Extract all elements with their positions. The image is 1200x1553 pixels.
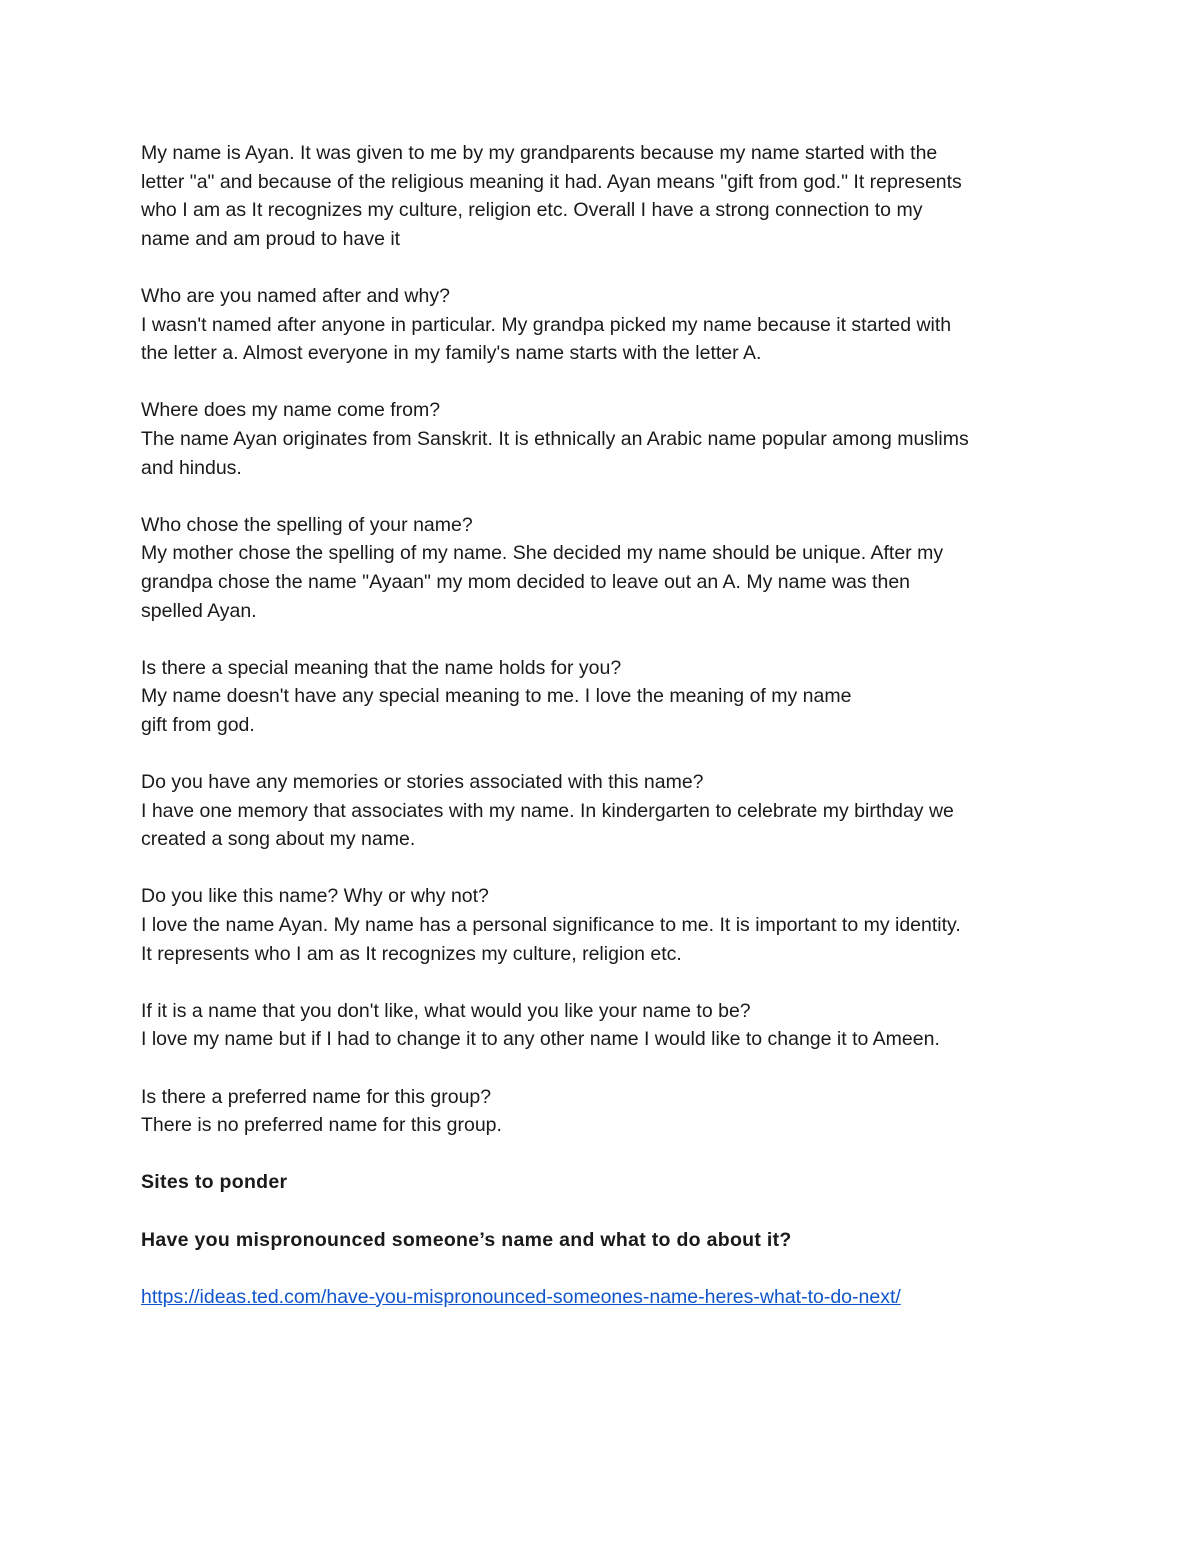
intro-line: who I am as It recognizes my culture, religion etc. Overall I have a strong connection to my xyxy=(141,199,923,222)
answer-line: There is no preferred name for this group. xyxy=(141,1114,502,1137)
qa-block-like-name xyxy=(141,882,1071,968)
answer-line: It represents who I am as It recognizes my culture, religion etc. xyxy=(141,942,682,965)
answer-line: My name doesn't have any special meaning to me. I love the meaning of my name xyxy=(141,685,852,708)
answer-line: I love the name Ayan. My name has a personal significance to me. It is important to my identity. xyxy=(141,914,961,937)
qa-block-alternative-name xyxy=(141,997,1071,1054)
answer-line: gift from god. xyxy=(141,713,255,736)
answer-line: The name Ayan originates from Sanskrit. It is ethnically an Arabic name popular among muslims xyxy=(141,427,969,450)
intro-line: letter "a" and because of the religious meaning it had. Ayan means "gift from god." It represents xyxy=(141,170,962,193)
answer-line: spelled Ayan. xyxy=(141,599,257,622)
answer-line: the letter a. Almost everyone in my family's name starts with the letter A. xyxy=(141,342,762,365)
article-heading: Have you mispronounced someone’s name and what to do about it? xyxy=(141,1228,792,1251)
qa-block-memories xyxy=(141,768,1071,854)
question-text: Who are you named after and why? xyxy=(141,284,450,307)
qa-block-preferred-name xyxy=(141,1083,1071,1140)
answer-line: and hindus. xyxy=(141,456,242,479)
intro-paragraph xyxy=(141,139,1071,253)
question-text: Do you have any memories or stories associated with this name? xyxy=(141,771,704,794)
qa-block-special-meaning xyxy=(141,654,1071,740)
qa-block-origin xyxy=(141,396,1071,482)
question-text: Is there a special meaning that the name holds for you? xyxy=(141,656,622,679)
question-text: Where does my name come from? xyxy=(141,399,441,422)
answer-line: I wasn't named after anyone in particular. My grandpa picked my name because it started with xyxy=(141,313,952,336)
answer-line: created a song about my name. xyxy=(141,828,416,851)
ted-article-link[interactable]: https://ideas.ted.com/have-you-mispronounced-someones-name-heres-what-to-do-next/ xyxy=(141,1285,901,1308)
question-text: Is there a preferred name for this group? xyxy=(141,1085,492,1108)
intro-line: My name is Ayan. It was given to me by my grandparents because my name started with the xyxy=(141,142,938,164)
sites-heading: Sites to ponder xyxy=(141,1171,288,1194)
document-body xyxy=(141,139,1071,1340)
answer-line: My mother chose the spelling of my name. She decided my name should be unique. After my xyxy=(141,542,944,565)
question-text: If it is a name that you don't like, what would you like your name to be? xyxy=(141,999,751,1022)
question-text: Do you like this name? Why or why not? xyxy=(141,885,489,908)
qa-block-spelling xyxy=(141,511,1071,625)
link-paragraph xyxy=(141,1283,1071,1312)
answer-line: I have one memory that associates with my name. In kindergarten to celebrate my birthday we xyxy=(141,799,954,822)
qa-block-named-after xyxy=(141,282,1071,368)
answer-line: I love my name but if I had to change it to any other name I would like to change it to Ameen. xyxy=(141,1028,940,1051)
answer-line: grandpa chose the name "Ayaan" my mom decided to leave out an A. My name was then xyxy=(141,570,911,593)
question-text: Who chose the spelling of your name? xyxy=(141,513,473,536)
intro-line: name and am proud to have it xyxy=(141,227,401,250)
